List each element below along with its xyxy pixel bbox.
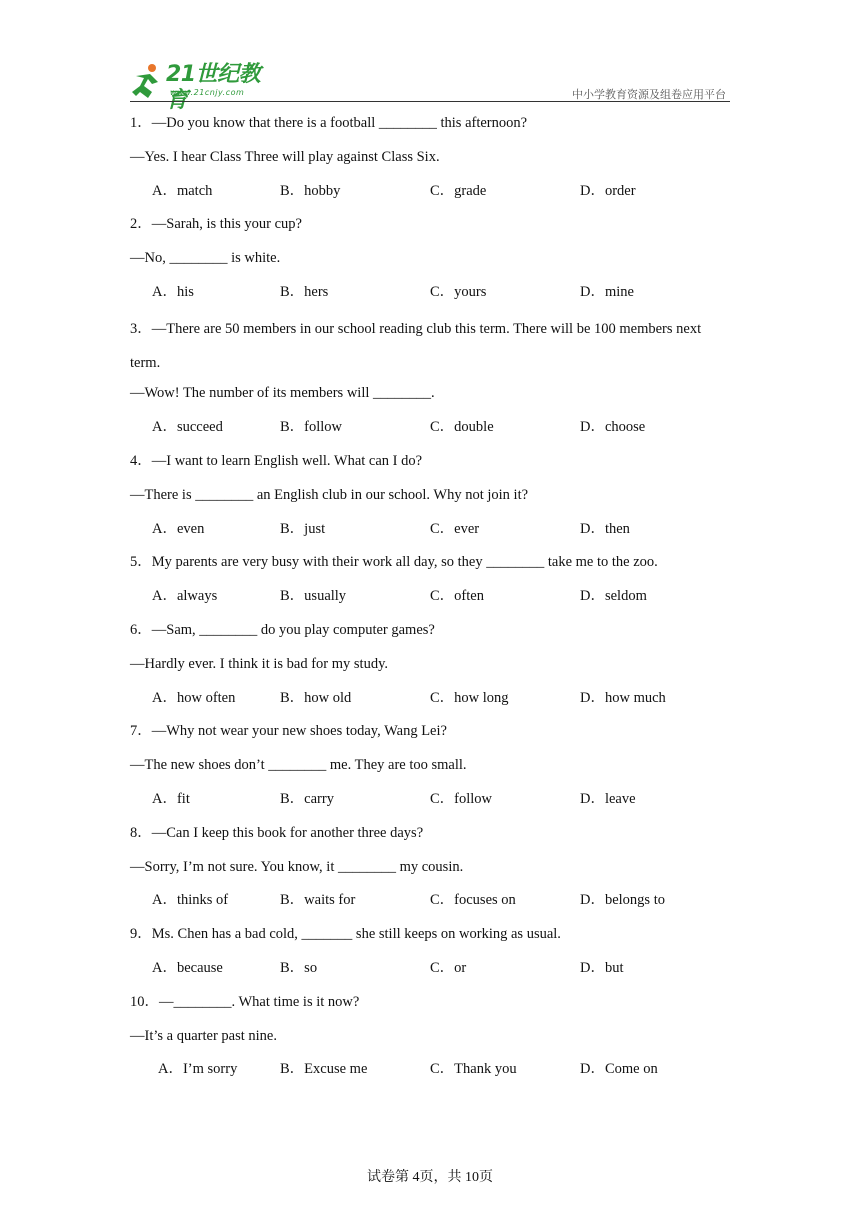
question-line: 9．Ms. Chen has a bad cold, _______ she still keeps on working as usual. — [130, 926, 561, 943]
option-c[interactable]: C．double — [430, 419, 494, 436]
option-c[interactable]: C．or — [430, 959, 467, 976]
option-row — [130, 414, 730, 448]
option-a[interactable]: A．always — [152, 588, 218, 605]
option-d[interactable]: D．Come on — [580, 1061, 658, 1078]
question-line: —Hardly ever. I think it is bad for my study. — [130, 655, 389, 672]
question-item — [130, 820, 730, 921]
option-c[interactable]: C．yours — [430, 283, 487, 300]
option-row — [130, 178, 730, 212]
option-a[interactable]: A．because — [152, 959, 223, 976]
option-d[interactable]: D．but — [580, 959, 624, 976]
question-list — [130, 110, 730, 1090]
option-a[interactable]: A．his — [152, 283, 194, 300]
question-item — [130, 110, 730, 211]
question-line: —Sorry, I’m not sure. You know, it ________ my cousin. — [130, 858, 464, 875]
option-d[interactable]: D．seldom — [580, 588, 647, 605]
option-a[interactable]: A．thinks of — [152, 892, 229, 909]
question-item — [130, 989, 730, 1090]
logo-url: www.21cnjy.com — [170, 88, 245, 97]
option-c[interactable]: C．focuses on — [430, 892, 516, 909]
option-row — [130, 1056, 730, 1090]
option-row — [130, 955, 730, 989]
option-d[interactable]: D．mine — [580, 283, 634, 300]
option-d[interactable]: D．leave — [580, 790, 636, 807]
option-b[interactable]: B．usually — [280, 588, 347, 605]
option-b[interactable]: B．so — [280, 959, 318, 976]
option-c[interactable]: C．how long — [430, 689, 509, 706]
option-b[interactable]: B．hobby — [280, 182, 341, 199]
option-a[interactable]: A．match — [152, 182, 213, 199]
question-item — [130, 921, 730, 989]
option-b[interactable]: B．follow — [280, 419, 343, 436]
brand-logo — [130, 62, 270, 113]
question-line: —No, ________ is white. — [130, 250, 281, 267]
question-item — [130, 448, 730, 549]
option-a[interactable]: A．fit — [152, 790, 190, 807]
header-divider — [130, 101, 730, 102]
option-a[interactable]: A．I’m sorry — [158, 1061, 238, 1078]
option-c[interactable]: C．grade — [430, 182, 487, 199]
page-footer: 试卷第 4页，共 10页 — [367, 1170, 493, 1185]
question-item — [130, 211, 730, 312]
question-line: —The new shoes don’t ________ me. They are too small. — [130, 757, 467, 774]
question-line: 8．—Can I keep this book for another three days? — [130, 824, 424, 841]
option-d[interactable]: D．order — [580, 182, 636, 199]
question-line: —Yes. I hear Class Three will play against Class Six. — [130, 148, 440, 165]
question-line: 1．—Do you know that there is a football ________ this afternoon? — [130, 115, 528, 131]
option-d[interactable]: D．choose — [580, 419, 646, 436]
question-line: 4．—I want to learn English well. What can I do? — [130, 452, 423, 469]
option-c[interactable]: C．Thank you — [430, 1061, 517, 1078]
question-item — [130, 549, 730, 617]
option-row — [130, 887, 730, 921]
question-item — [130, 313, 730, 448]
option-d[interactable]: D．belongs to — [580, 892, 665, 909]
option-c[interactable]: C．often — [430, 588, 484, 605]
question-line: 2．—Sarah, is this your cup? — [130, 216, 302, 233]
question-line: —There is ________ an English club in our school. Why not join it? — [130, 486, 529, 503]
option-b[interactable]: B．Excuse me — [280, 1061, 368, 1078]
question-line: 6．—Sam, ________ do you play computer games? — [130, 621, 435, 638]
option-a[interactable]: A．how often — [152, 689, 236, 706]
logo-text: 21世纪教育 — [166, 62, 261, 113]
option-row — [130, 685, 730, 719]
option-a[interactable]: A．succeed — [152, 419, 223, 436]
question-line: —It’s a quarter past nine. — [130, 1027, 277, 1044]
option-d[interactable]: D．then — [580, 520, 630, 537]
question-line: 5．My parents are very busy with their work all day, so they ________ take me to the zoo. — [130, 554, 658, 571]
question-item — [130, 718, 730, 819]
question-line: —Wow! The number of its members will ________. — [130, 385, 435, 402]
question-line: 3．—There are 50 members in our school reading club this term. There will be 100 members next term. — [130, 320, 702, 371]
page-header — [130, 62, 730, 113]
option-row — [130, 516, 730, 550]
option-c[interactable]: C．follow — [430, 790, 493, 807]
option-b[interactable]: B．hers — [280, 283, 329, 300]
option-b[interactable]: B．waits for — [280, 892, 356, 909]
question-line: 7．—Why not wear your new shoes today, Wang Lei? — [130, 723, 447, 740]
option-a[interactable]: A．even — [152, 520, 205, 537]
option-row — [130, 279, 730, 313]
option-row — [130, 786, 730, 820]
option-d[interactable]: D．how much — [580, 689, 666, 706]
question-line: 10．—________. What time is it now? — [130, 993, 360, 1010]
option-c[interactable]: C．ever — [430, 520, 480, 537]
option-row — [130, 583, 730, 617]
option-b[interactable]: B．just — [280, 520, 326, 537]
question-item — [130, 617, 730, 718]
option-b[interactable]: B．how old — [280, 689, 352, 706]
option-b[interactable]: B．carry — [280, 790, 334, 807]
runner-logo-icon — [130, 62, 164, 100]
header-platform-name: 中小学教育资源及组卷应用平台 — [572, 88, 726, 101]
